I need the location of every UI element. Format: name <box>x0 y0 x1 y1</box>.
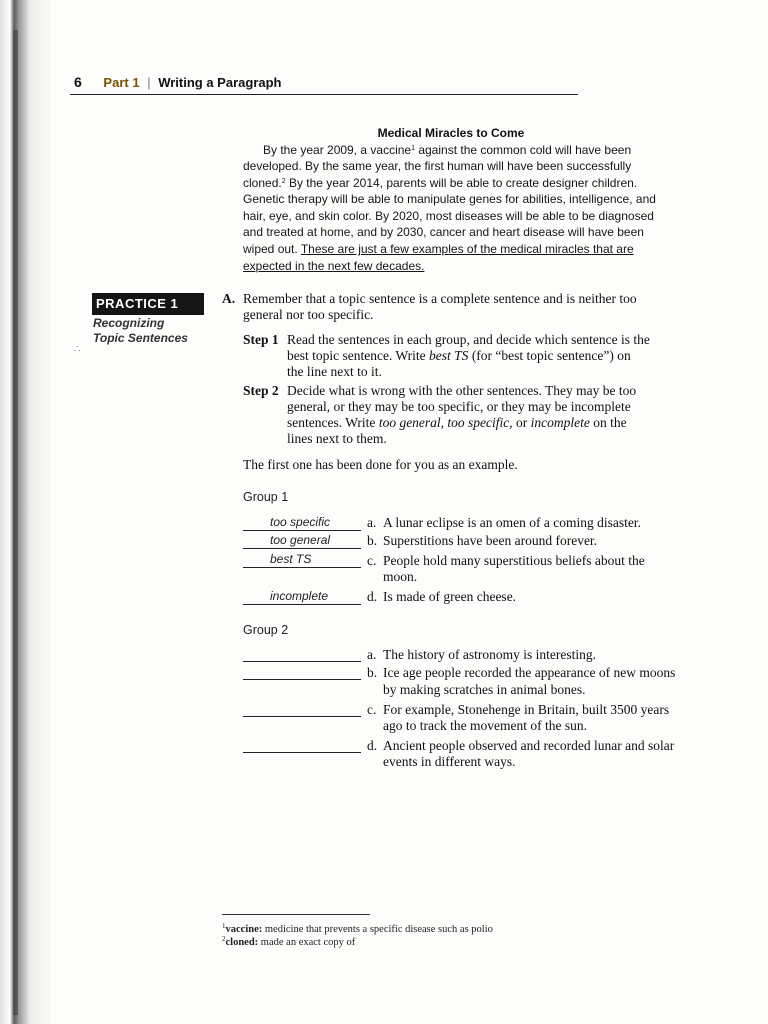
item-sentence: A lunar eclipse is an omen of a coming disaster. <box>383 515 641 530</box>
essay-line: cloned.$^2$ By the year 2014, parents will be able to create designer children. <box>243 176 638 190</box>
item-sentence: events in different ways. <box>383 754 516 769</box>
instruction-line: general nor too specific. <box>243 307 374 322</box>
example-note: The first one has been done for you as an example. <box>243 457 518 472</box>
instruction-line: sentences. Write too general, too specific, or incomplete on the <box>287 415 627 430</box>
item-letter: c. <box>367 702 377 717</box>
item-sentence: The history of astronomy is interesting. <box>383 647 596 662</box>
section-a-label: A. <box>222 291 236 306</box>
answer-line[interactable] <box>243 663 361 680</box>
instruction-line: best topic sentence. Write best TS (for “best topic sentence”) on <box>287 348 631 363</box>
item-sentence: Superstitions have been around forever. <box>383 533 598 548</box>
item-letter: d. <box>367 738 378 753</box>
running-header <box>74 74 282 90</box>
item-sentence: Ancient people observed and recorded lunar and solar <box>383 738 675 753</box>
footnote-2: $^2$cloned: made an exact copy of <box>222 935 356 948</box>
item-sentence: Is made of green cheese. <box>383 589 517 604</box>
footnote-1: $^1$vaccine: medicine that prevents a specific disease such as polio <box>222 922 493 935</box>
item-sentence: For example, Stonehenge in Britain, built 3500 years <box>383 702 670 717</box>
header-rule <box>70 94 578 95</box>
practice-subtitle-line2: Topic Sentences <box>93 331 188 345</box>
item-letter: c. <box>367 553 377 568</box>
item-letter: b. <box>367 665 378 680</box>
item-sentence: ago to track the movement of the sun. <box>383 718 587 733</box>
handwritten-answer: too general <box>270 533 331 547</box>
essay-line <box>243 258 424 274</box>
essay-line: and treated at home, and by 2030, cancer and heart disease will have been <box>243 225 644 239</box>
item-letter: d. <box>367 589 378 604</box>
practice-label: PRACTICE 1 <box>96 296 179 311</box>
answer-line[interactable] <box>243 645 361 662</box>
essay-line: hair, eye, and skin color. By 2020, most diseases will be able to be diagnosed <box>243 209 654 223</box>
margin-mark: ∴ <box>74 344 81 355</box>
group2-label: Group 2 <box>243 623 289 637</box>
topic-sentence-underlined: expected in the next few decades. <box>243 259 425 273</box>
answer-line[interactable] <box>243 736 361 753</box>
page-number: 6 <box>74 74 82 90</box>
topic-sentence-underlined: These are just a few examples of the medical miracles that are <box>300 242 634 256</box>
practice-subtitle-line1: Recognizing <box>93 316 165 330</box>
book-binding-edge <box>0 0 50 1024</box>
essay-line: By the year 2009, a vaccine$^1$ against the common cold will have been <box>263 143 632 157</box>
handwritten-answer: too specific <box>270 515 331 529</box>
item-letter: a. <box>367 647 377 662</box>
essay-line: developed. By the same year, the first human will have been successfully <box>243 159 632 173</box>
item-letter: b. <box>367 533 378 548</box>
group1-label: Group 1 <box>243 490 289 504</box>
essay-line: Genetic therapy will be able to manipulate genes for abilities, intelligence, and <box>243 192 656 206</box>
part-label: Part 1 <box>103 75 140 90</box>
instruction-line: the line next to it. <box>287 364 382 379</box>
item-sentence: by making scratches in animal bones. <box>383 682 586 697</box>
item-sentence: People hold many superstitious beliefs about the <box>383 553 645 568</box>
instruction-line: Decide what is wrong with the other sentences. They may be too <box>287 383 637 398</box>
step2-label: Step 2 <box>243 383 279 398</box>
item-sentence: Ice age people recorded the appearance of new moons <box>383 665 676 680</box>
essay-title: Medical Miracles to Come <box>377 126 525 140</box>
footnote-rule <box>222 914 370 915</box>
instruction-line: lines next to them. <box>287 431 387 446</box>
item-sentence: moon. <box>383 569 418 584</box>
answer-line[interactable] <box>243 700 361 717</box>
handwritten-answer: best TS <box>270 552 312 566</box>
item-letter: a. <box>367 515 377 530</box>
binding-shadow <box>13 30 18 1015</box>
handwritten-answer: incomplete <box>270 589 329 603</box>
step1-label: Step 1 <box>243 332 279 347</box>
instruction-line: Remember that a topic sentence is a complete sentence and is neither too <box>243 291 637 306</box>
essay-line: wiped out. These are just a few examples of the medical miracles that are <box>243 242 634 256</box>
instruction-line: Read the sentences in each group, and decide which sentence is the <box>287 332 650 347</box>
instruction-line: general, or they may be too specific, or they may be incomplete <box>287 399 631 414</box>
header-separator: | <box>147 75 151 90</box>
chapter-title: Writing a Paragraph <box>158 75 282 90</box>
